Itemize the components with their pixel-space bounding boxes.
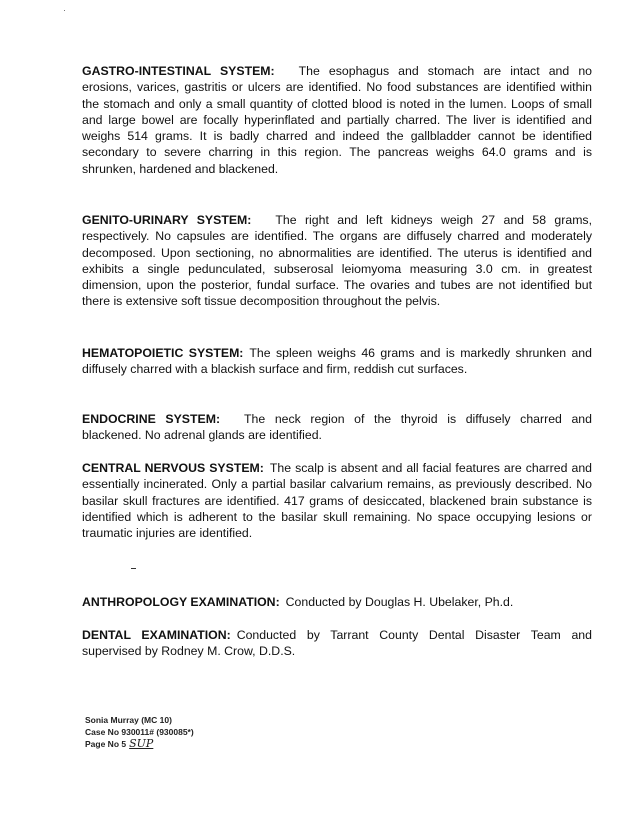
- page-footer: [85, 714, 194, 750]
- footer-name-line: Sonia Murray (MC 10): [85, 715, 172, 725]
- section-text: The esophagus and stomach are intact and no erosions, varices, gastritis or ulcers are identified. No food substances are identified within the stomach and only a small quantity of clotted blood is noted in the lumen. Loops of small and large bowel are focally hyperinflated and partially charred. The liver is identified and weighs 514 grams. It is badly charred and indeed the gallbladder cannot be identified secondary to severe charring in this region. The pancreas weighs 64.0 grams and is shrunken, hardened and blackened.: [82, 64, 592, 176]
- footer-case-line: Case No 930011# (930085*): [85, 727, 194, 737]
- footer-initials: SUP: [129, 737, 154, 750]
- gastro-intestinal-section: [82, 63, 592, 177]
- dental-section: [82, 627, 592, 660]
- section-heading: GASTRO-INTESTINAL SYSTEM:: [82, 64, 275, 78]
- hematopoietic-section: [82, 345, 592, 378]
- endocrine-section: [82, 411, 592, 444]
- genito-urinary-section: [82, 212, 592, 310]
- section-heading: ENDOCRINE SYSTEM:: [82, 412, 221, 426]
- section-heading: DENTAL EXAMINATION:: [82, 628, 231, 642]
- section-text: The spleen weighs 46 grams and is markedly shrunken and diffusely charred with a blackish surface and firm, reddish cut surfaces.: [82, 346, 592, 377]
- footer-page-label: Page No 5: [85, 739, 127, 749]
- stray-mark: [131, 568, 136, 569]
- section-text: Conducted by Douglas H. Ubelaker, Ph.d.: [285, 595, 514, 609]
- section-heading: CENTRAL NERVOUS SYSTEM:: [82, 461, 264, 475]
- section-text: The neck region of the thyroid is diffusely charred and blackened. No adrenal glands are identified.: [82, 412, 592, 443]
- section-heading: HEMATOPOIETIC SYSTEM:: [82, 346, 244, 360]
- section-heading: GENITO-URINARY SYSTEM:: [82, 213, 252, 227]
- central-nervous-section: [82, 460, 592, 541]
- section-text: The right and left kidneys weigh 27 and 58 grams, respectively. No capsules are identified. The organs are diffusely charred and moderately decomposed. Upon sectioning, no abnormalities are identified. The uterus is identified and exhibits a single pedunculated, subserosal leiomyoma measuring 3.0 cm. in greatest dimension, upon the posterior, fundal surface. The ovaries and tubes are not identified but there is extensive soft tissue decomposition throughout the pelvis.: [82, 213, 592, 309]
- anthropology-section: [82, 594, 592, 610]
- section-text: Conducted by Tarrant County Dental Disaster Team and supervised by Rodney M. Crow, D.D.S.: [82, 628, 592, 659]
- scan-speck: [64, 10, 65, 11]
- section-text: The scalp is absent and all facial features are charred and essentially incinerated. Only a partial basilar calvarium remains, as previously described. No basilar skull fractures are identified. 417 grams of desiccated, blackened brain substance is identified which is adherent to the basilar skull remaining. No space occupying lesions or traumatic injuries are identified.: [82, 461, 592, 541]
- footer-page-line: [85, 738, 194, 750]
- section-heading: ANTHROPOLOGY EXAMINATION:: [82, 595, 280, 609]
